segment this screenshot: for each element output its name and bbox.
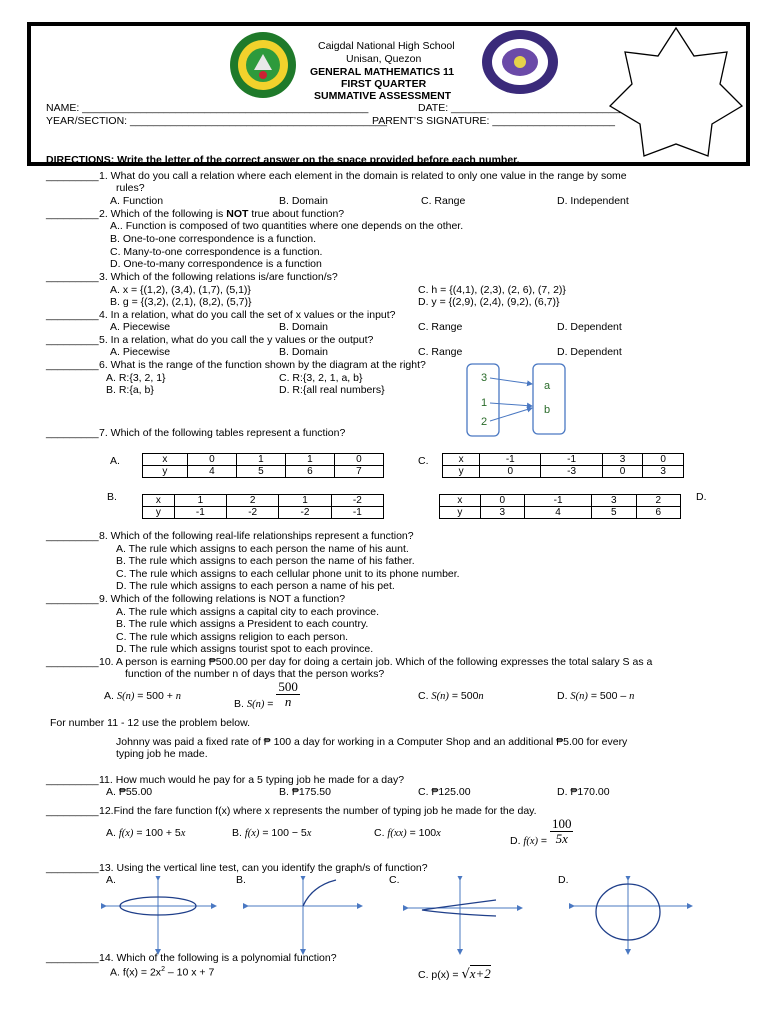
graph-d	[572, 878, 690, 952]
table-c-label: C.	[418, 455, 429, 467]
domain-value: 1	[481, 397, 488, 409]
q6-choice: B. R:{a, b}	[106, 384, 154, 396]
domain-value: 2	[481, 416, 488, 428]
table-b-label: B.	[107, 491, 117, 503]
photo-star-icon	[608, 26, 744, 162]
table-d: x 0 -1 3 2 y 3 4 5 6	[439, 494, 681, 519]
problem-text: Johnny was paid a fixed rate of ₱ 100 a day for working in a Computer Shop and an additional ₱5.00 for every	[116, 736, 628, 748]
q8-choice: D. The rule which assigns to each person a name of his pet.	[116, 580, 395, 592]
q1-stem-cont: rules?	[116, 182, 145, 194]
q12-stem: 12.Find the fare function f(x) where x represents the number of typing job he made for the day.	[99, 805, 537, 817]
assessment-title: SUMMATIVE ASSESSMENT	[314, 90, 452, 102]
q11-choice: B. ₱175.50	[279, 786, 331, 798]
directions: DIRECTIONS: Write the letter of the correct answer on the space provided before each number.	[46, 154, 520, 166]
q9-stem: 9. Which of the following relations is NOT a function?	[99, 593, 346, 605]
q11-choice: D. ₱170.00	[557, 786, 610, 798]
answer-blank[interactable]: _________	[46, 334, 99, 346]
q5-choice: B. Domain	[279, 346, 329, 358]
table-b: x 1 2 1 -2 y -1 -2 -2 -1	[142, 494, 384, 519]
q9-choice: D. The rule which assigns tourist spot to each province.	[116, 643, 374, 655]
date-field[interactable]: DATE: _____________________________	[418, 102, 621, 114]
q9-choice: A. The rule which assigns a capital city to each province.	[116, 606, 380, 618]
graph-c	[406, 878, 520, 952]
table-c: x -1 -1 3 0 y 0 -3 0 3	[442, 453, 684, 478]
answer-blank[interactable]: _________	[46, 805, 99, 817]
q10-choice-d: D. S(n) = 500 – n	[557, 690, 635, 702]
subject-title: GENERAL MATHEMATICS 11	[310, 66, 455, 78]
answer-blank[interactable]: _________	[46, 656, 99, 668]
q6-stem: 6. What is the range of the function shown by the diagram at the right?	[99, 359, 426, 371]
q6-choice: A. R:{3, 2, 1}	[106, 372, 166, 384]
mapping-diagram	[462, 362, 572, 438]
answer-blank[interactable]: _________	[46, 208, 99, 220]
q14-stem: 14. Which of the following is a polynomial function?	[99, 952, 337, 964]
answer-blank[interactable]: _________	[46, 952, 99, 964]
graph-a-label: A.	[106, 874, 116, 886]
answer-blank[interactable]: _________	[46, 530, 99, 542]
school-name: Caigdal National High School	[318, 40, 455, 52]
q4-choice: B. Domain	[279, 321, 329, 333]
q8-choice: C. The rule which assigns to each cellular phone unit to its phone number.	[116, 568, 460, 580]
table-d-label: D.	[696, 491, 707, 503]
q6-choice: D. R:{all real numbers}	[279, 384, 385, 396]
q8-choice: A. The rule which assigns to each person the name of his aunt.	[116, 543, 409, 555]
q10-stem-cont: function of the number n of days that the person works?	[125, 668, 385, 680]
answer-blank[interactable]: _________	[46, 170, 99, 182]
range-value: a	[544, 380, 551, 392]
q14-choice-c: C. p(x) = √x+2	[418, 966, 491, 982]
q7-stem: 7. Which of the following tables represent a function?	[99, 427, 346, 439]
answer-blank[interactable]: _________	[46, 359, 99, 371]
q2-stem: 2. Which of the following is NOT true about function?	[99, 208, 345, 220]
q5-choice: D. Dependent	[557, 346, 622, 358]
q1-choice: C. Range	[421, 195, 466, 207]
school-seal-icon	[480, 28, 560, 96]
q2-choice: B. One-to-one correspondence is a function.	[110, 233, 317, 245]
school-location: Unisan, Quezon	[346, 53, 422, 65]
table-a-label: A.	[110, 455, 120, 467]
q2-choice: A.. Function is composed of two quantities where one depends on the other.	[110, 220, 464, 232]
q2-choice: C. Many-to-one correspondence is a function.	[110, 246, 323, 258]
answer-blank[interactable]: _________	[46, 271, 99, 283]
year-section-field[interactable]: YEAR/SECTION: ____________________________________________	[46, 115, 387, 127]
q5-choice: A. Piecewise	[110, 346, 171, 358]
q3-choice: D. y = {(2,9), (2,4), (9,2), (6,7)}	[418, 296, 560, 308]
range-oval	[533, 364, 565, 434]
q10-choice-a: A. S(n) = 500 + n	[104, 690, 182, 702]
parent-signature-field[interactable]: PARENT’S SIGNATURE: _____________________	[372, 115, 616, 127]
q9-choice: C. The rule which assigns religion to each person.	[116, 631, 349, 643]
answer-blank[interactable]: _________	[46, 862, 99, 874]
domain-value: 3	[481, 372, 488, 384]
answer-blank[interactable]: _________	[46, 593, 99, 605]
q12-choice-a: A. f(x) = 100 + 5x	[106, 827, 186, 839]
q10-choice-c: C. S(n) = 500n	[418, 690, 484, 702]
q5-stem: 5. In a relation, what do you call the y values or the output?	[99, 334, 374, 346]
q11-choice: A. ₱55.00	[106, 786, 153, 798]
section-intro: For number 11 - 12 use the problem below.	[50, 717, 250, 729]
q3-choice: A. x = {(1,2), (3,4), (1,7), (5,1)}	[110, 284, 251, 296]
q11-stem: 11. How much would he pay for a 5 typing job he made for a day?	[99, 774, 405, 786]
answer-blank[interactable]: _________	[46, 427, 99, 439]
q4-stem: 4. In a relation, what do you call the set of x values or the input?	[99, 309, 396, 321]
q13-stem: 13. Using the vertical line test, can you identify the graph/s of function?	[99, 862, 428, 874]
q3-choice: C. h = {(4,1), (2,3), (2, 6), (7, 2)}	[418, 284, 566, 296]
q12-choice-c: C. f(xx) = 100x	[374, 827, 441, 839]
q2-choice: D. One-to-many correspondence is a function	[110, 258, 322, 270]
q1-choice: A. Function	[110, 195, 164, 207]
name-field[interactable]: NAME: _________________________________________________	[46, 102, 369, 114]
graph-b-label: B.	[236, 874, 246, 886]
q10-choice-b: B. S(n) = $\frac{500}{n}$	[234, 679, 298, 711]
answer-blank[interactable]: _________	[46, 309, 99, 321]
q6-choice: C. R:{3, 2, 1, a, b}	[279, 372, 363, 384]
q9-choice: B. The rule which assigns a President to each country.	[116, 618, 369, 630]
q3-choice: B. g = {(3,2), (2,1), (8,2), (5,7)}	[110, 296, 252, 308]
graph-c-label: C.	[389, 874, 400, 886]
problem-text-cont: typing job he made.	[116, 748, 208, 760]
q8-stem: 8. Which of the following real-life relationships represent a function?	[99, 530, 414, 542]
q1-choice: B. Domain	[279, 195, 329, 207]
table-a: x 0 1 1 0 y 4 5 6 7	[142, 453, 384, 478]
q12-choice-d: D. f(x) = $\frac{100}{5x}$	[510, 816, 572, 848]
q11-choice: C. ₱125.00	[418, 786, 471, 798]
q4-choice: C. Range	[418, 321, 463, 333]
graph-a	[104, 878, 214, 952]
answer-blank[interactable]: _________	[46, 774, 99, 786]
range-value: b	[544, 404, 551, 416]
quarter-title: FIRST QUARTER	[341, 78, 427, 90]
deped-seal-icon	[228, 30, 298, 100]
q13-graphs	[100, 876, 740, 956]
q1-stem: 1. What do you call a relation where each element in the domain is related to only one value in the range by some	[99, 170, 627, 182]
q3-stem: 3. Which of the following relations is/are function/s?	[99, 271, 338, 283]
q12-choice-b: B. f(x) = 100 − 5x	[232, 827, 312, 839]
q1-choice: D. Independent	[557, 195, 629, 207]
q4-choice: A. Piecewise	[110, 321, 171, 333]
graph-d-label: D.	[558, 874, 569, 886]
q5-choice: C. Range	[418, 346, 463, 358]
graph-b	[246, 878, 360, 952]
q4-choice: D. Dependent	[557, 321, 622, 333]
q14-choice-a: A. $f(x) = 2x^2 - 10$ x + 7	[110, 966, 215, 979]
q8-choice: B. The rule which assigns to each person the name of his father.	[116, 555, 415, 567]
q10-stem: 10. A person is earning ₱500.00 per day for doing a certain job. Which of the following expresses the total salary S as a	[99, 656, 653, 668]
